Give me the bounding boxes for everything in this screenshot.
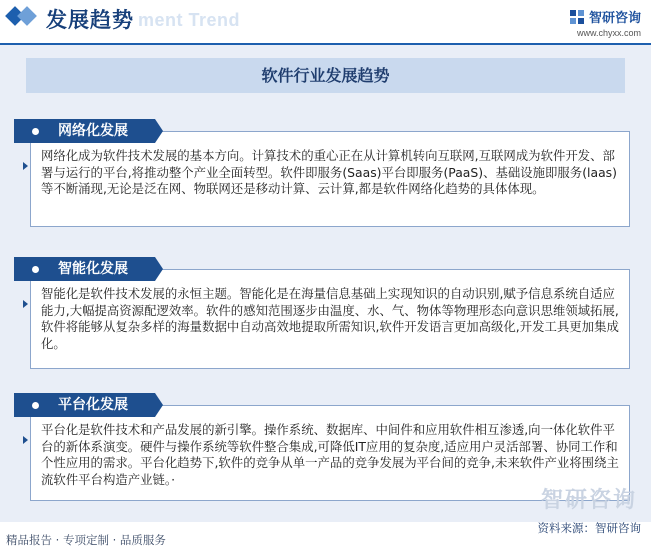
header-watermark: ment Trend: [138, 10, 241, 30]
bullet-icon: [32, 266, 39, 273]
logo-watermark: 智研咨询: [540, 488, 637, 513]
section-body: [30, 131, 630, 227]
footer-slogan: 精品报告 · 专项定制 · 品质服务: [6, 533, 166, 547]
section-label: [14, 393, 155, 417]
caret-right-icon: [23, 436, 28, 444]
bullet-icon: [32, 402, 39, 409]
page-title: 发展趋势: [46, 8, 134, 32]
brand[interactable]: [569, 6, 641, 38]
section-label-text: 平台化发展: [58, 397, 128, 413]
footer: [0, 522, 651, 554]
brand-name: 智研咨询: [588, 11, 641, 26]
main-title: 软件行业发展趋势: [26, 58, 625, 93]
brand-url[interactable]: www.chyxx.com: [576, 28, 641, 38]
section-label: [14, 257, 155, 281]
section-label: [14, 119, 155, 143]
section-text: 平台化是软件技术和产品发展的新引擎。操作系统、数据库、中间件和应用软件相互渗透,向一体化软件平台的新体系演变。硬件与操作系统等软件整合集成,可降低IT应用的复杂度,适应用户灵活部署、协同工作和个性应用的需求。平台化趋势下,软件的竞争从单一产品的竞争发展为平台间的竞争,未来软件产业将围绕主流软件平台构造产业链。·: [41, 422, 619, 487]
content-panel: [0, 45, 651, 522]
source-note: 资料来源：智研咨询: [537, 521, 641, 535]
section-text: 智能化是软件技术发展的永恒主题。智能化是在海量信息基础上实现知识的自动识别,赋予信息系统自适应能力,大幅提高资源配逻效率。软件的感知范围逐步由温度、水、气、物体等物理形态向意识思维领域拓展,软件将能够从复杂多样的海量数据中自动高效地提取所需知识,软件开发语言更加高级化,开发工具更加集成化。: [41, 286, 619, 351]
caret-right-icon: [23, 300, 28, 308]
caret-right-icon: [23, 162, 28, 170]
top-header: [0, 0, 651, 40]
bullet-icon: [32, 128, 39, 135]
label-tail: [155, 119, 163, 143]
label-tail: [155, 393, 163, 417]
label-tail: [155, 257, 163, 281]
section-text: 网络化成为软件技术发展的基本方向。计算技术的重心正在从计算机转向互联网,互联网成为软件开发、部署与运行的平台,将推动整个产业全面转型。软件即服务(Saas)平台即服务(PaaS)、基础设施即服务(laas)等不断涌现,无论是泛在网、物联网还是移动计算、云计算,都是软件网络化趋势的具体体现。: [41, 148, 617, 196]
diamond-icon-secondary: [17, 6, 37, 26]
section-body: [30, 269, 630, 369]
section-label-text: 网络化发展: [58, 123, 128, 139]
brand-logo-icon: [569, 9, 585, 25]
section-label-text: 智能化发展: [58, 261, 128, 277]
